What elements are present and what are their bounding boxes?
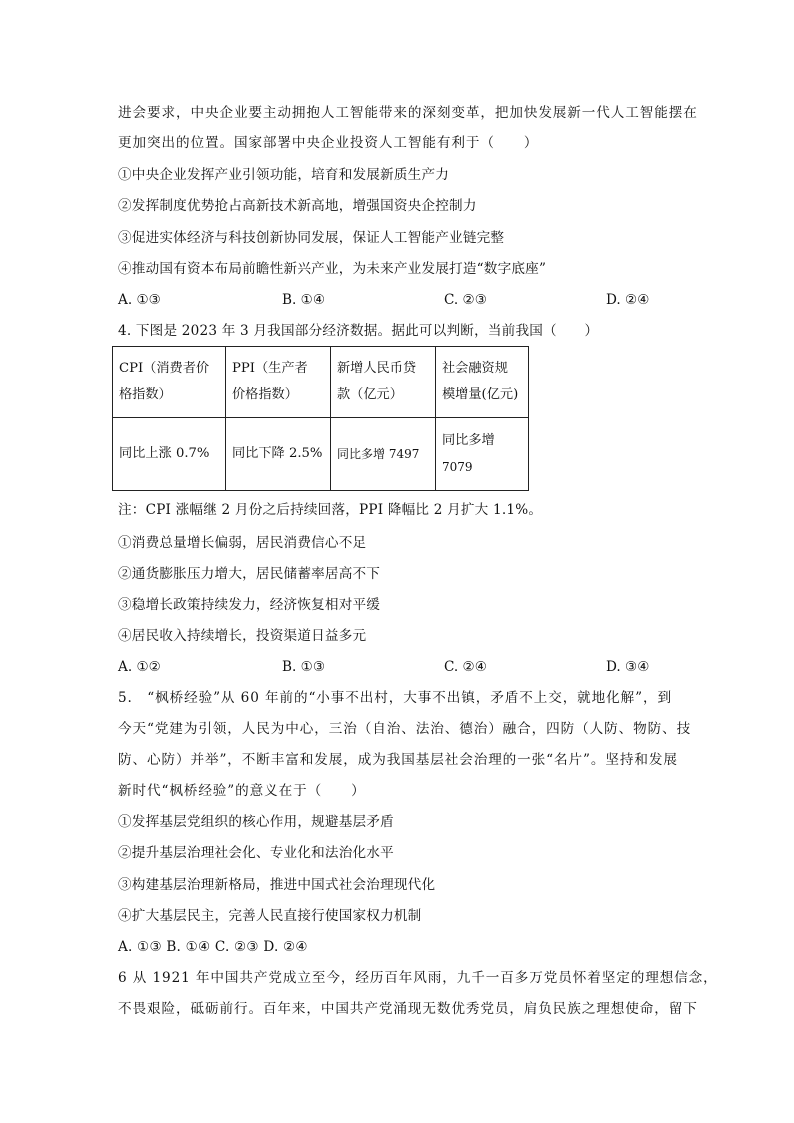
q3-option-b: B. ①④	[282, 292, 326, 308]
table-row	[113, 418, 529, 491]
q4-statement-3: ③稳增长政策持续发力，经济恢复相对平缓	[118, 597, 381, 613]
q4-stem: 4. 下图是 2023 年 3 月我国部分经济数据。据此可以判断，当前我国（ ）	[118, 323, 599, 339]
table-cell-cpi-value: 同比上涨 0.7%	[113, 418, 226, 491]
q5-options: A. ①③ B. ①④ C. ②③ D. ②④	[118, 939, 308, 955]
q5-statement-4: ④扩大基层民主，完善人民直接行使国家权力机制	[118, 908, 422, 924]
q5-stem-line-4: 新时代“枫桥经验”的意义在于（ ）	[118, 783, 366, 799]
q4-statement-1: ①消费总量增长偏弱，居民消费信心不足	[118, 535, 367, 551]
q5-statement-2: ②提升基层治理社会化、专业化和法治化水平	[118, 845, 394, 861]
table-cell-loans-value: 同比多增 7497	[331, 418, 436, 491]
q3-statement-2: ②发挥制度优势抢占高新技术新高地，增强国资央企控制力	[118, 198, 477, 214]
q4-statement-4: ④居民收入持续增长，投资渠道日益多元	[118, 628, 367, 644]
q5-stem-line-2: 今天“党建为引领，人民为中心，三治（自治、法治、德治）融合，四防（人防、物防、技	[118, 721, 692, 737]
table-header-cell-ppi: PPI（生产者 价格指数）	[226, 347, 331, 418]
q3-option-c: C. ②③	[444, 292, 487, 308]
q5-stem-line-1: 5. “枫桥经验”从 60 年前的“小事不出村，大事不出镇，矛盾不上交，就地化解”，到	[118, 690, 672, 706]
q6-stem-line-2: 不畏艰险，砥砺前行。百年来，中国共产党涌现无数优秀党员，肩负民族之理想使命，留下	[118, 1001, 698, 1017]
q3-option-a: A. ①③	[118, 292, 161, 308]
q6-stem-line-1: 6 从 1921 年中国共产党成立至今，经历百年风雨，九千一百多万党员怀着坚定的理想信念，	[118, 970, 718, 986]
q3-option-d: D. ②④	[606, 292, 650, 308]
table-header-cell-financing: 社会融资规 模增量(亿元)	[436, 347, 529, 418]
q3-statement-4: ④推动国有资本布局前瞻性新兴产业，为未来产业发展打造“数字底座”	[118, 261, 547, 277]
intro-line-1: 进会要求，中央企业要主动拥抱人工智能带来的深刻变革，把加快发展新一代人工智能摆在	[118, 105, 698, 121]
q4-statement-2: ②通货膨胀压力增大，居民储蓄率居高不下	[118, 566, 381, 582]
q4-option-a: A. ①②	[118, 659, 161, 675]
table-header-row	[113, 347, 529, 418]
table-header-cell-loans: 新增人民币贷 款（亿元）	[331, 347, 436, 418]
table-cell-financing-value: 同比多增 7079	[436, 418, 529, 491]
q4-option-b: B. ①③	[282, 659, 326, 675]
table-cell-ppi-value: 同比下降 2.5%	[226, 418, 331, 491]
q5-statement-1: ①发挥基层党组织的核心作用，规避基层矛盾	[118, 814, 394, 830]
economic-data-table	[112, 346, 529, 491]
q3-statement-1: ①中央企业发挥产业引领功能，培育和发展新质生产力	[118, 167, 450, 183]
q4-option-d: D. ③④	[606, 659, 650, 675]
intro-line-2: 更加突出的位置。国家部署中央企业投资人工智能有利于（ ）	[118, 135, 539, 151]
q4-option-c: C. ②④	[444, 659, 487, 675]
q4-note: 注：CPI 涨幅继 2 月份之后持续回落，PPI 降幅比 2 月扩大 1.1%。	[118, 502, 543, 518]
table-header-cell-cpi: CPI（消费者价 格指数）	[113, 347, 226, 418]
q5-stem-line-3: 防、心防）并举”，不断丰富和发展，成为我国基层社会治理的一张“名片”。坚持和发展	[118, 752, 678, 768]
q5-statement-3: ③构建基层治理新格局，推进中国式社会治理现代化	[118, 877, 436, 893]
q3-statement-3: ③促进实体经济与科技创新协同发展，保证人工智能产业链完整	[118, 230, 505, 246]
